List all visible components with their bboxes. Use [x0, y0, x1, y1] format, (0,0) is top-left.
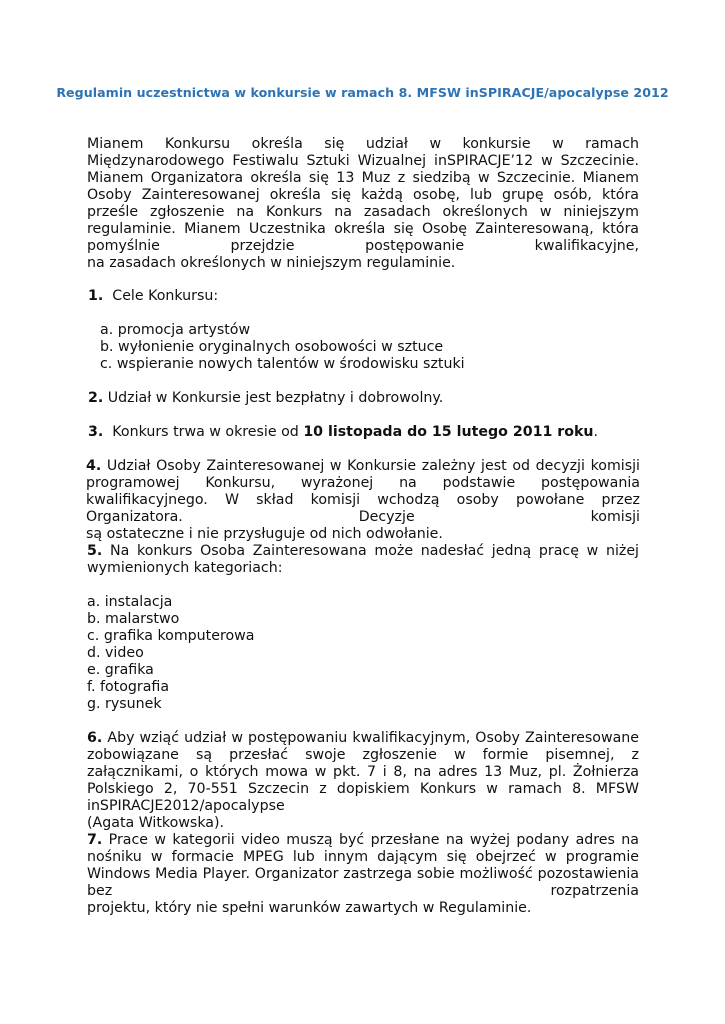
section-2	[88, 390, 443, 407]
goal-item: a. promocja artystów	[100, 322, 251, 338]
section-1-label: Cele Konkursu:	[112, 288, 219, 304]
goal-item: b. wyłonienie oryginalnych osobowości w sztuce	[100, 339, 444, 355]
section-2-text: Udział w Konkursie jest bezpłatny i dobrowolny.	[107, 390, 444, 406]
page-title: Regulamin uczestnictwa w konkursie w ramach 8. MFSW inSPIRACJE/apocalypse 2012	[56, 85, 669, 100]
category-item: g. rysunek	[87, 696, 162, 712]
section-5-number: 5.	[87, 543, 103, 559]
category-item: e. grafika	[87, 662, 154, 678]
section-6-number: 6.	[87, 730, 103, 746]
section-6-text: Aby wziąć udział w postępowaniu kwalifikacyjnym, Osoby Zainteresowane zobowiązane są przesłać swoje zgłoszenie w formie pisemnej, z załącznikami, o których mowa w pkt. 7 i 8, na adres 13 Muz, pl. Żołnierza Polskiego 2, 70-551 Szczecin z dopiskiem Konkurs w ramach 8. MFSW inSPIRACJE2012/apocalypse	[87, 730, 640, 814]
category-item: b. malarstwo	[87, 611, 180, 627]
section-4-number: 4.	[86, 458, 102, 474]
section-7	[87, 832, 639, 917]
section-5-last-line: wymienionych kategoriach:	[87, 560, 283, 576]
intro-paragraph	[87, 136, 639, 272]
category-item: c. grafika komputerowa	[87, 628, 255, 644]
section-4	[86, 458, 640, 543]
section-7-number: 7.	[87, 832, 103, 848]
section-4-text: Udział Osoby Zainteresowanej w Konkursie zależny jest od decyzji komisji programowej Konkursu, wyrażonej na podstawie postępowania kwalifikacyjnego. W skład komisji wchodzą osoby powołane przez Organizatora. Decyzje komisji	[86, 458, 640, 525]
intro-text: Mianem Konkursu określa się udział w konkursie w ramach Międzynarodowego Festiwalu Sztuki Wizualnej inSPIRACJE’12 w Szczecinie. Mianem Organizatora określa się 13 Muz z siedzibą w Szczecinie. Mianem Osoby Zainteresowanej określa się każdą osobę, lub grupę osób, która prześle zgłoszenie na Konkurs na zasadach określonych w niniejszym regulaminie. Mianem Uczestnika określa się Osobę Zainteresowaną, która pomyślnie przejdzie postępowanie kwalifikacyjne,	[87, 136, 639, 254]
section-2-number: 2.	[88, 390, 104, 406]
section-3	[88, 424, 598, 441]
category-item: f. fotografia	[87, 679, 170, 695]
section-6-last-line: (Agata Witkowska).	[87, 815, 225, 831]
category-item: a. instalacja	[87, 594, 173, 610]
section-5	[87, 543, 639, 577]
section-3-text: Konkurs trwa w okresie od	[112, 424, 304, 440]
goal-item: c. wspieranie nowych talentów w środowisku sztuki	[100, 356, 465, 372]
category-item: d. video	[87, 645, 144, 661]
section-6	[87, 730, 639, 832]
section-1-number: 1.	[88, 288, 104, 304]
section-3-end: .	[593, 424, 599, 440]
section-4-last-line: są ostateczne i nie przysługuje od nich odwołanie.	[86, 526, 443, 542]
section-7-last-line: projektu, który nie spełni warunków zawartych w Regulaminie.	[87, 900, 532, 916]
section-3-dates: 10 listopada do 15 lutego 2011 roku	[303, 424, 594, 440]
section-5-text: Na konkurs Osoba Zainteresowana może nadesłać jedną pracę w niżej	[109, 543, 640, 559]
intro-last-line: na zasadach określonych w niniejszym regulaminie.	[87, 255, 456, 271]
section-1-heading	[88, 288, 218, 305]
section-7-text: Prace w kategorii video muszą być przesłane na wyżej podany adres na nośniku w formacie MPEG lub innym dającym się obejrzeć w programie Windows Media Player. Organizator zastrzega sobie możliwość pozostawienia bez rozpatrzenia	[87, 832, 639, 899]
section-3-number: 3.	[88, 424, 104, 440]
